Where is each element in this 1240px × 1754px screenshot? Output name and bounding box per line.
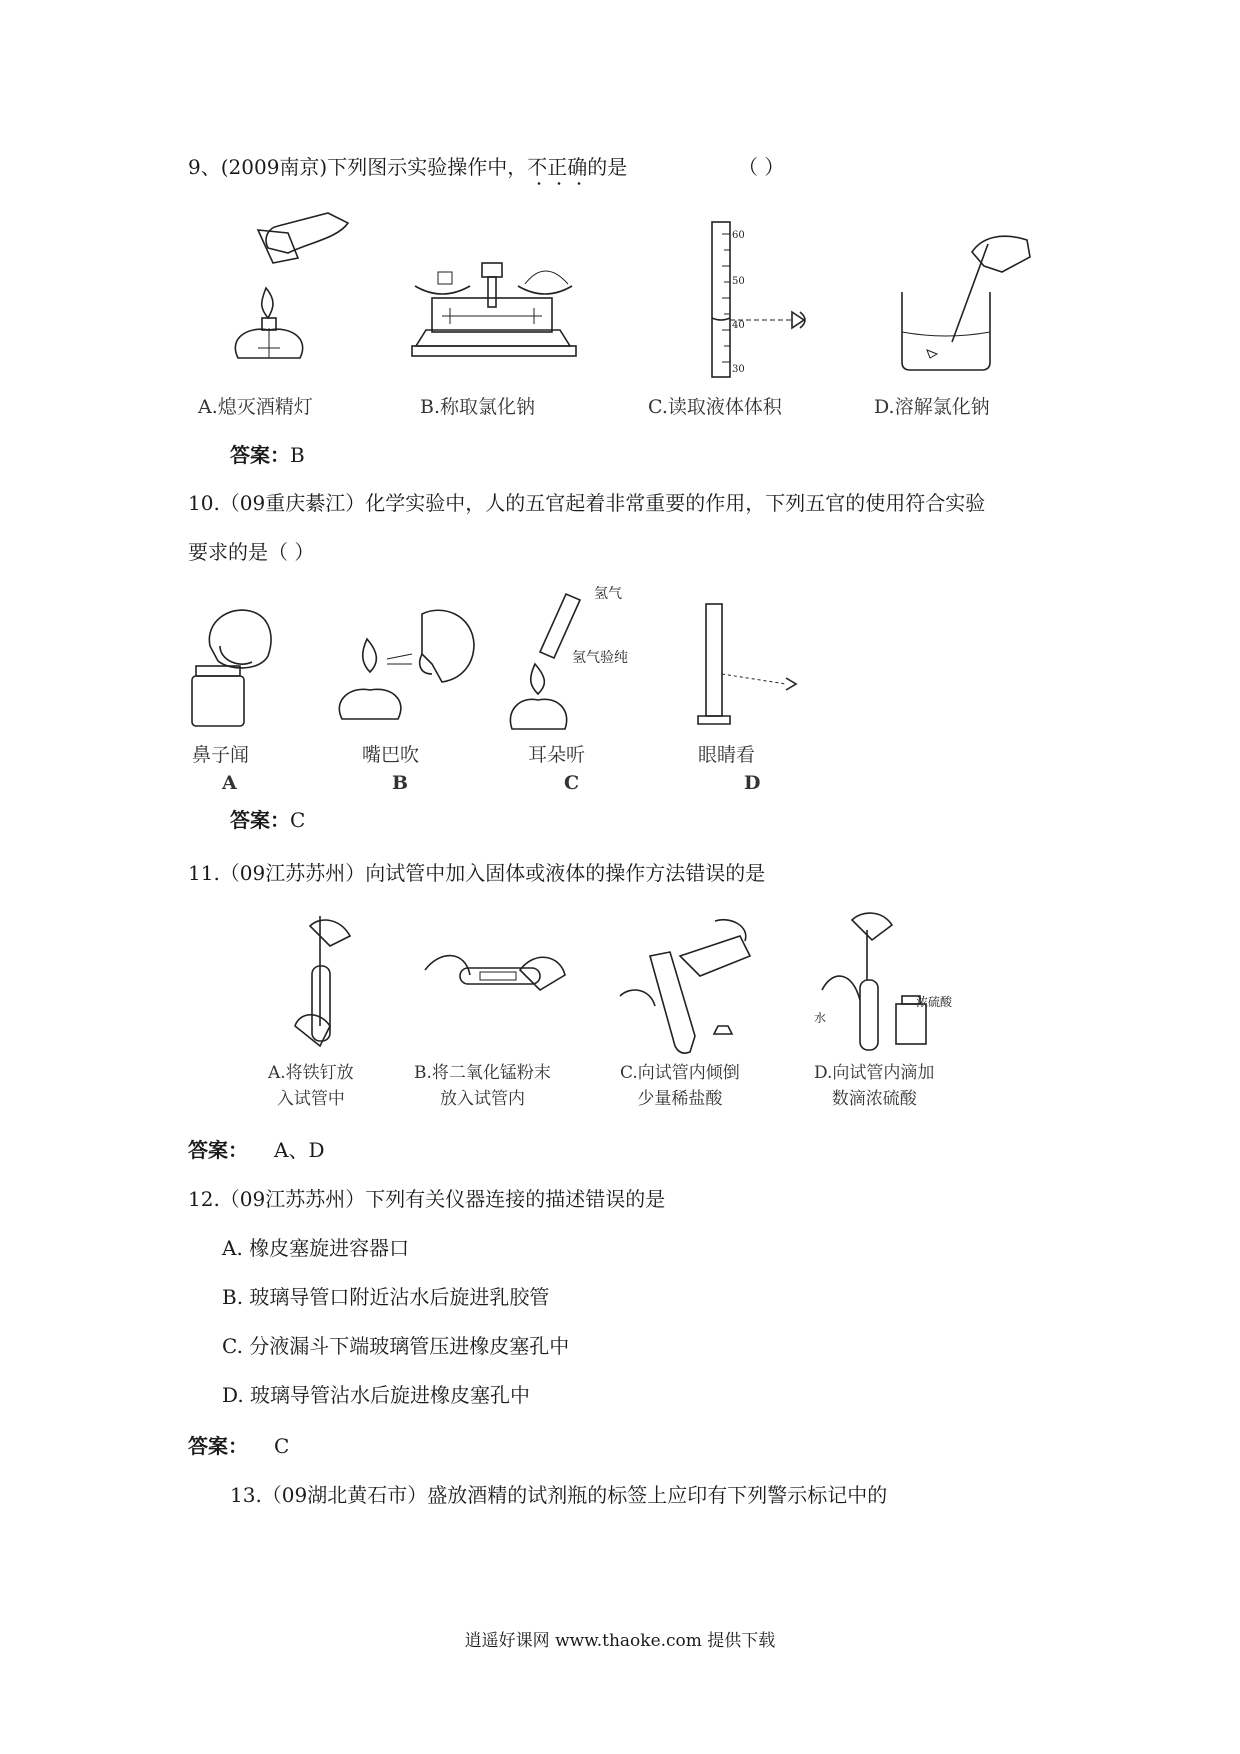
q11-answer-value: A、D: [274, 1138, 325, 1162]
q10-letter-c: C: [564, 772, 580, 794]
tick-60: 60: [732, 230, 745, 241]
q12-option-b: B. 玻璃导管口附近沾水后旋进乳胶管: [222, 1285, 550, 1309]
q10-answer: [230, 806, 305, 834]
q11-answer-label: 答案：: [188, 1138, 248, 1162]
q11-caption-b: [414, 1060, 551, 1112]
q11-caption-d-line1: D.向试管内滴加: [814, 1063, 935, 1083]
q12-answer-label: 答案：: [188, 1434, 248, 1458]
tick-40: 40: [732, 320, 745, 331]
water-label: 水: [814, 1011, 827, 1025]
q9-stem-emphasis: 不正确: [527, 155, 588, 179]
beaker-stirring-icon: [892, 232, 1042, 372]
q10-caption-b: 嘴巴吹: [362, 744, 420, 766]
q9-answer-label: 答案：: [230, 443, 290, 467]
q11-caption-d-line2: 数滴浓硫酸: [831, 1089, 917, 1109]
q10-letter-a: A: [222, 772, 237, 794]
q9-stem-part2: 的是: [587, 155, 628, 179]
pouring-acid-icon: [620, 916, 760, 1061]
alcohol-lamp-cap-icon: [218, 208, 358, 373]
purity-test-label: 氢气验纯: [572, 650, 628, 666]
q11-caption-b-line2: 放入试管内: [439, 1089, 525, 1109]
q11-caption-c: [620, 1060, 740, 1112]
q10-caption-c: 耳朵听: [528, 744, 586, 766]
q11-caption-c-line2: 少量稀盐酸: [637, 1089, 723, 1109]
q11-caption-b-line1: B.将二氧化锰粉末: [414, 1063, 551, 1083]
graduated-cylinder-reading-icon: [700, 222, 820, 377]
q9-caption-d: D.溶解氯化钠: [874, 396, 990, 418]
acid-label: 浓硫酸: [916, 995, 953, 1009]
q10-stem-line1: 10.（09重庆綦江）化学实验中，人的五官起着非常重要的作用，下列五官的使用符合实验: [188, 491, 986, 515]
q13-stem: 13.（09湖北黄石市）盛放酒精的试剂瓶的标签上应印有下列警示标记中的: [230, 1483, 888, 1507]
q10-letter-b: B: [392, 772, 409, 794]
dropper-acid-icon: [812, 910, 972, 1060]
q11-caption-a-line2: 入试管中: [276, 1089, 345, 1109]
q9-answer-value: B: [290, 443, 305, 467]
q9-caption-a: A.熄灭酒精灯: [198, 396, 313, 418]
q12-answer: [188, 1432, 289, 1460]
q11-caption-c-line1: C.向试管内倾倒: [620, 1063, 740, 1083]
q11-caption-a-line1: A.将铁钉放: [268, 1063, 354, 1083]
q12-stem: 12.（09江苏苏州）下列有关仪器连接的描述错误的是: [188, 1187, 666, 1211]
q11-answer: [188, 1136, 324, 1164]
smelling-jar-icon: [190, 606, 280, 736]
tick-30: 30: [732, 364, 745, 375]
q9-caption-b: B.称取氯化钠: [420, 396, 536, 418]
q11-caption-a: [268, 1060, 354, 1112]
q9-stem-part1: 9、(2009南京)下列图示实验操作中，: [188, 155, 528, 179]
q10-answer-label: 答案：: [230, 808, 290, 832]
q10-answer-value: C: [290, 808, 306, 832]
q12-answer-value: C: [274, 1434, 290, 1458]
q9-answer: [230, 441, 305, 469]
q10-caption-a: 鼻子闻: [192, 744, 250, 766]
q12-option-a: A. 橡皮塞旋进容器口: [222, 1236, 410, 1260]
tick-50: 50: [732, 276, 745, 287]
page-footer: 逍遥好课网 www.thaoke.com 提供下载: [464, 1631, 776, 1651]
q10-letter-d: D: [744, 772, 761, 794]
q12-option-d: D. 玻璃导管沾水后旋进橡皮塞孔中: [222, 1383, 531, 1407]
q9-stem: [188, 153, 627, 181]
iron-nail-tube-icon: [290, 916, 390, 1056]
cylinder-eye-icon: [698, 604, 808, 729]
q11-caption-d: [814, 1060, 934, 1112]
hydrogen-label: 氢气: [594, 586, 622, 602]
q11-stem: 11.（09江苏苏州）向试管中加入固体或液体的操作方法错误的是: [188, 861, 766, 885]
q9-bracket: （ ）: [738, 155, 785, 179]
blowing-lamp-icon: [332, 604, 482, 729]
hydrogen-purity-test-icon: [510, 584, 640, 734]
balance-scale-icon: [410, 258, 580, 373]
q10-stem-line2: 要求的是（ ）: [188, 540, 315, 564]
q12-option-c: C. 分液漏斗下端玻璃管压进橡皮塞孔中: [222, 1334, 570, 1358]
q9-caption-c: C.读取液体体积: [648, 396, 782, 418]
q10-caption-d: 眼睛看: [698, 744, 756, 766]
powder-tube-icon: [420, 930, 570, 1020]
